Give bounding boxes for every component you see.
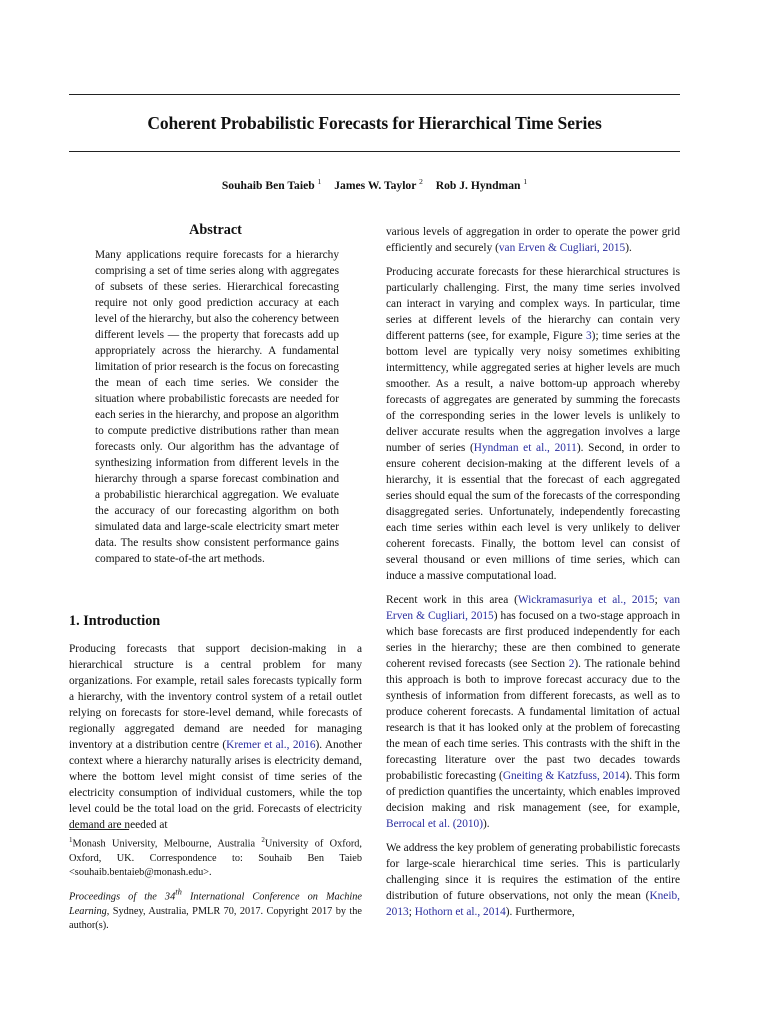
citation-link[interactable]: Gneiting & Katzfuss, 2014 [502, 770, 626, 782]
paragraph: Producing accurate forecasts for these hierarchical structures is particularly challenging. First, the many time series involved can interact in varying and complex ways. In particular, time series at different levels of the hierarchy can contain very different patterns (see, for example, Figure 3); time series at the bottom level are typically very noisy sometimes exhibiting intermittency, while aggregated series at higher levels are much smoother. As a result, a naive bottom-up approach whereby forecasts of aggregates are generated by summing the forecasts of the corresponding series in the lower levels is unlikely to deliver accurate results when the aggregation involves a large number of series (Hyndman et al., 2011). Second, in order to ensure coherent decision-making at the different levels of a hierarchy, it is essential that the forecast of each aggregated series should equal the sum of the forecasts of the corresponding disaggregated series. Unfortunately, independently forecasting each time series within each level is very unlikely to deliver coherent forecasts. Finally, the bottom level can consist of several thousand or even millions of time series, which can induce a massive computational load. [386, 266, 680, 582]
citation-link[interactable]: Kremer et al., 2016 [226, 739, 316, 751]
author [334, 179, 423, 192]
author-name: James W. Taylor [334, 178, 417, 192]
affiliation-mark: 1 [317, 177, 322, 186]
citation-link[interactable]: Wickramasuriya et al., 2015 [517, 594, 655, 606]
affiliation-footnote: $^1$Monash University, Melbourne, Australia $^2$University of Oxford, Oxford, UK. Correspondence to: Souhaib Ben Taieb <souhaib.bentaieb@monash.edu>. [69, 836, 362, 879]
paragraph: Recent work in this area (Wickramasuriya et al., 2015; van Erven & Cugliari, 2015) has focused on a two-stage approach in which base forecasts are first produced independently for each series in the hierarchy; these are then combined to generate coherent revised forecasts (see Section 2). The rationale behind this approach is both to improve forecast accuracy due to the synthesis of information from different forecasts, as well as to produce coherent forecasts. A fundamental limitation of actual research is that it has looked only at the problem of forecasting the mean of each time series. This contrasts with the shift in the forecasting literature over the past two decades towards probabilistic forecasting (Gneiting & Katzfuss, 2014). This form of prediction quantifies the uncertainty, which enables improved decision making and risk management (see, for example, Berrocal et al. (2010)). [386, 594, 680, 830]
affiliation-mark: 2 [419, 177, 423, 186]
introduction-body [69, 641, 362, 841]
author-name: Souhaib Ben Taieb [221, 178, 315, 192]
abstract-heading: Abstract [189, 222, 242, 238]
paper-title: Coherent Probabilistic Forecasts for Hierarchical Time Series [147, 113, 602, 133]
citation-link[interactable]: van Erven & Cugliari, 2015 [498, 242, 626, 254]
section-ref-link[interactable]: 2 [568, 658, 575, 670]
abstract-text: Many applications require forecasts for a hierarchy comprising a set of time series along with aggregates of subsets of these series. Hierarchical forecasting require not only good prediction accuracy at each level of the hierarchy, but also the coherency between different levels — the property that forecasts add up appropriately across the hierarchy. A fundamental limitation of prior research is the focus on forecasting the mean of each time series. We consider the situation where probabilistic forecasts are needed for each series in the hierarchy, and propose an algorithm to compute predictive distributions rather than mean forecasts only. Our algorithm has the advantage of synthesizing information from different levels in the hierarchy through a sparse forecast combination and a probabilistic hierarchical aggregation. We evaluate the accuracy of our forecasting algorithm on both simulated data and large-scale electricity smart meter data. The results show consistent performance gains compared to state-of-the art methods. [95, 249, 340, 565]
footnote-rule [69, 829, 129, 830]
citation-link[interactable]: van Erven & Cugliari, 2015 [386, 594, 680, 622]
right-column-body [386, 224, 680, 928]
citation-link[interactable]: Hothorn et al., 2014 [414, 906, 506, 918]
figure-ref-link[interactable]: 3 [586, 330, 592, 342]
citation-link[interactable]: Berrocal et al. (2010) [386, 818, 484, 830]
section-heading-introduction: 1. Introduction [69, 613, 161, 629]
paragraph: various levels of aggregation in order to operate the power grid efficiently and securely (van Erven & Cugliari, 2015). [386, 226, 680, 254]
paragraph: Producing forecasts that support decision-making in a hierarchical structure is a central problem for many organizations. For example, retail sales forecasts typically form a hierarchy, with the inventory control system of a retail outlet relying on forecasts for store-level demand, while forecasts of regionally aggregated demand are needed for managing inventory at a distribution centre (Kremer et al., 2016). Another context where a hierarchy naturally arises is electricity demand, where the bottom level might consist of time series of the electricity consumption of individual customers, while the top level could be the total load on the grid. Forecasts of electricity demand are needed at [69, 643, 363, 831]
author-list [69, 177, 680, 192]
proceedings-note: Proceedings of the 34th International Conference on Machine Learning, Sydney, Australia, PMLR 70, 2017. Copyright 2017 by the author(s). [69, 887, 362, 932]
author [222, 179, 321, 192]
top-rule [69, 94, 680, 95]
affiliation-mark: 1 [523, 177, 528, 186]
paragraph: We address the key problem of generating probabilistic forecasts for large-scale hierarchical time series. This is particularly challenging since it is requires the estimation of the entire distribution of future observations, not only the mean (Kneib, 2013; Hothorn et al., 2014). Furthermore, [386, 842, 680, 918]
author-name: Rob J. Hyndman [435, 178, 521, 192]
title-bottom-rule [69, 151, 680, 152]
citation-link[interactable]: Kneib, 2013 [386, 890, 680, 918]
author [436, 179, 527, 192]
citation-link[interactable]: Hyndman et al., 2011 [473, 442, 577, 454]
